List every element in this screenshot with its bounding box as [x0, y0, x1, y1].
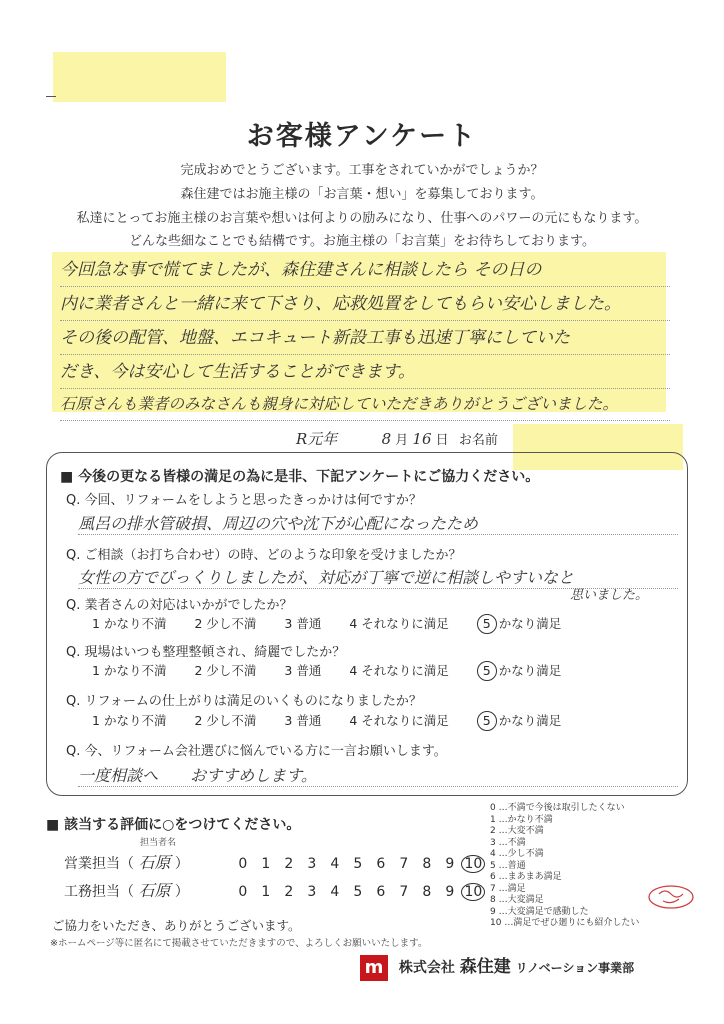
construction-staff-row: 工務担当（ 石原 ） 0 1 2 3 4 5 6 7 8 9 10 — [64, 878, 485, 901]
rating-legend: 0 …不満で今後は取引したくない 1 …かなり不満 2 …大変不満 3 …不満 4 …少し不満 5 …普通 6 …まあまあ満足 7 …満足 8 …大変満足 9 …大変満足で感動した 10 …満足でぜひ廻りにも紹介したい — [490, 803, 640, 928]
staff-label: 工務担当（ — [64, 884, 134, 900]
date-day-unit: 日 — [435, 433, 449, 448]
comment-line-5: 石原さんも業者のみなさんも親身に対応していただきありがとうございました。 — [60, 390, 670, 421]
options-q4 — [92, 661, 585, 681]
question-1: Q. 今回、リフォームをしようと思ったきっかけは何ですか？ — [66, 493, 422, 508]
score-6[interactable]: 6 — [376, 884, 386, 900]
intro-line-3: 私達にとってお施主様のお言葉や想いは何よりの励みになり、仕事へのパワーの元にもなります。 — [76, 211, 648, 226]
score-9[interactable]: 9 — [445, 884, 455, 900]
company-dept: リノベーション事業部 — [515, 961, 635, 975]
score-4[interactable]: 4 — [330, 884, 340, 900]
score-3[interactable]: 3 — [307, 884, 317, 900]
option-1[interactable]: 1 かなり不満 — [92, 663, 167, 678]
intro-line-1: 完成おめでとうございます。工事をされていかがでしょうか？ — [180, 163, 544, 178]
score-10-selected[interactable]: 10 — [461, 883, 485, 901]
score-3[interactable]: 3 — [307, 856, 317, 872]
option-5-selected[interactable]: 5 かなり満足 — [477, 614, 562, 634]
option-4[interactable]: 4 それなりに満足 — [349, 713, 449, 728]
option-2[interactable]: 2 少し不満 — [194, 616, 257, 631]
staff-name: 石原 — [138, 881, 171, 900]
option-5-selected[interactable]: 5 かなり満足 — [477, 711, 562, 731]
name-label: お名前 — [458, 433, 498, 448]
score-1[interactable]: 1 — [261, 856, 271, 872]
staff-name: 石原 — [138, 853, 171, 872]
score-8[interactable]: 8 — [422, 884, 432, 900]
score-6[interactable]: 6 — [376, 856, 386, 872]
date-month-unit: 月 — [395, 433, 409, 448]
company-logo — [360, 952, 634, 981]
option-4[interactable]: 4 それなりに満足 — [349, 616, 449, 631]
intro-line-2: 森住建ではお施主様の「お言葉・想い」を募集しております。 — [180, 187, 544, 202]
option-2[interactable]: 2 少し不満 — [194, 663, 257, 678]
score-1[interactable]: 1 — [261, 884, 271, 900]
score-4[interactable]: 4 — [330, 856, 340, 872]
company-mark-icon: m — [360, 955, 388, 981]
score-10-selected[interactable]: 10 — [461, 855, 485, 873]
dash-mark — [46, 96, 56, 97]
redaction-strip-top — [53, 52, 226, 102]
red-stamp-icon — [645, 882, 697, 912]
page-title: お客様アンケート — [246, 121, 478, 152]
date-row — [296, 428, 498, 449]
option-1[interactable]: 1 かなり不満 — [92, 713, 167, 728]
survey-heading: ■ 今後の更なる皆様の満足の為に是非、下記アンケートにご協力ください。 — [60, 469, 540, 485]
question-5: Q. リフォームの仕上がりは満足のいくものになりましたか？ — [66, 694, 422, 709]
company-name: 森住建 — [459, 957, 511, 977]
score-5[interactable]: 5 — [353, 884, 363, 900]
option-4[interactable]: 4 それなりに満足 — [349, 663, 449, 678]
option-3[interactable]: 3 普通 — [284, 616, 322, 631]
score-9[interactable]: 9 — [445, 856, 455, 872]
question-2: Q. ご相談（お打ち合わせ）の時、どのような印象を受けましたか？ — [66, 548, 462, 563]
comment-line-1: 今回急な事で慌てましたが、森住建さんに相談したら その日の — [60, 256, 670, 287]
date-day: 16 — [412, 430, 432, 448]
question-4: Q. 現場はいつも整理整頓され、綺麗でしたか？ — [66, 645, 346, 660]
score-2[interactable]: 2 — [284, 856, 294, 872]
score-5[interactable]: 5 — [353, 856, 363, 872]
options-q3 — [92, 614, 585, 634]
answer-6: 一度相談へ おすすめします。 — [78, 763, 678, 787]
date-month: 8 — [381, 430, 392, 448]
score-0[interactable]: 0 — [238, 884, 248, 900]
option-5-selected[interactable]: 5 かなり満足 — [477, 661, 562, 681]
rating-scale — [231, 855, 485, 873]
staff-caption: 担当者名 — [140, 838, 177, 848]
option-3[interactable]: 3 普通 — [284, 663, 322, 678]
comment-line-4: だき、今は安心して生活することができます。 — [60, 358, 670, 389]
intro-line-4: どんな些細なことでも結構です。お施主様の「お言葉」をお待ちしております。 — [129, 234, 595, 249]
answer-2-line-2: 思いました。 — [570, 588, 649, 603]
company-prefix: 株式会社 — [398, 960, 455, 976]
option-1[interactable]: 1 かなり不満 — [92, 616, 167, 631]
staff-label: 営業担当（ — [64, 856, 134, 872]
score-7[interactable]: 7 — [399, 884, 409, 900]
date-era: R元年 — [296, 430, 338, 448]
thanks-text: ご協力をいただき、ありがとうございます。 — [52, 918, 301, 933]
question-3: Q. 業者さんの対応はいかがでしたか？ — [66, 598, 293, 613]
answer-1: 風呂の排水管破損、周辺の穴や沈下が心配になったため — [78, 511, 678, 535]
score-8[interactable]: 8 — [422, 856, 432, 872]
answer-2-line-1: 女性の方でびっくりしましたが、対応が丁寧で逆に相談しやすいなと — [78, 565, 678, 589]
score-0[interactable]: 0 — [238, 856, 248, 872]
options-q5 — [92, 711, 585, 731]
question-6: Q. 今、リフォーム会社選びに悩んでいる方に一言お願いします。 — [66, 744, 447, 759]
comment-line-2: 内に業者さんと一緒に来て下さり、応救処置をしてもらい安心しました。 — [60, 290, 670, 321]
score-2[interactable]: 2 — [284, 884, 294, 900]
publication-note: ※ホームページ等に匿名にて掲載させていただきますので、よろしくお願いいたします。 — [50, 938, 428, 949]
option-2[interactable]: 2 少し不満 — [194, 713, 257, 728]
score-7[interactable]: 7 — [399, 856, 409, 872]
rating-title: ■ 該当する評価に○をつけてください。 — [46, 817, 301, 833]
option-3[interactable]: 3 普通 — [284, 713, 322, 728]
rating-scale — [231, 883, 485, 901]
comment-line-3: その後の配管、地盤、エコキュート新設工事も迅速丁寧にしていた — [60, 324, 670, 355]
sales-staff-row: 営業担当（ 石原 ） 0 1 2 3 4 5 6 7 8 9 10 — [64, 850, 485, 873]
